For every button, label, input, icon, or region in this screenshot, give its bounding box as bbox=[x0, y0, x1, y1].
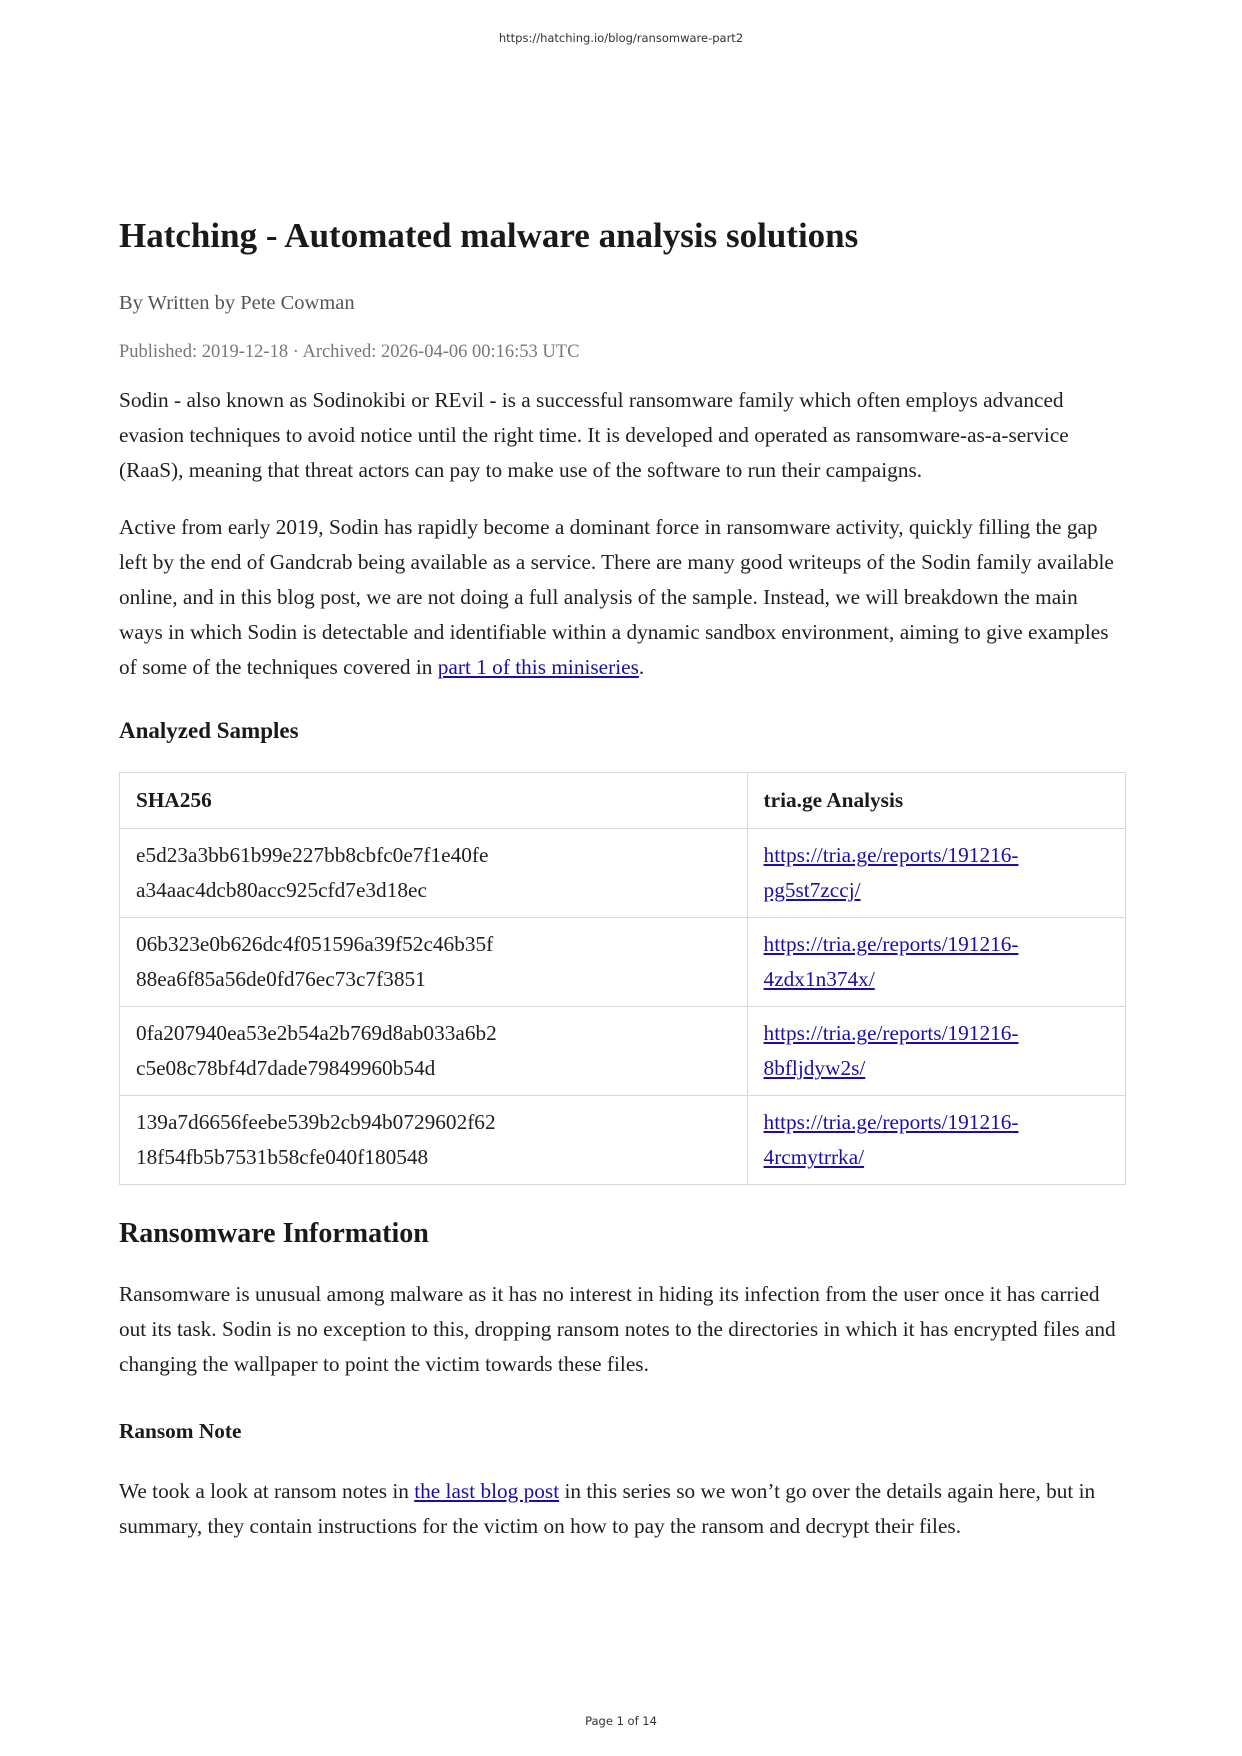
page-number: Page 1 of 14 bbox=[585, 1714, 657, 1728]
samples-table bbox=[119, 772, 1126, 1185]
publish-meta: Published: 2019-12-18 · Archived: 2026-04-06 00:16:53 UTC bbox=[119, 342, 580, 362]
ransom-note-paragraph bbox=[119, 1474, 1125, 1544]
sha256-column-header: SHA256 bbox=[120, 773, 748, 829]
second-paragraph-end: . bbox=[638, 654, 645, 679]
ransom-note-text-before: We took a look at ransom notes in bbox=[119, 1478, 415, 1503]
ransom-note-text-after: in this series so we won’t go over the details again here, but in summary, they contain instructions for the victim on how to pay the ransom and decrypt their files. bbox=[119, 1478, 1096, 1538]
part-1-link[interactable]: part 1 of this miniseries bbox=[437, 654, 639, 679]
table-row bbox=[120, 918, 1126, 1007]
sha256-cell bbox=[120, 918, 748, 1007]
article bbox=[119, 210, 1125, 1543]
table-row bbox=[120, 1007, 1126, 1096]
sha256-hash-part: 06b323e0b626dc4f051596a39f52c46b35f bbox=[136, 932, 494, 957]
ransomware-information-heading: Ransomware Information bbox=[119, 1218, 429, 1250]
ransom-note-heading: Ransom Note bbox=[119, 1418, 242, 1443]
sha256-hash-part: 88ea6f85a56de0fd76ec73c7f3851 bbox=[136, 967, 426, 992]
analyzed-samples-heading: Analyzed Samples bbox=[119, 718, 299, 744]
analysis-cell bbox=[747, 1096, 1125, 1185]
analysis-cell bbox=[747, 1007, 1125, 1096]
sha256-hash-part: a34aac4dcb80acc925cfd7e3d18ec bbox=[136, 878, 427, 903]
sha256-cell bbox=[120, 1096, 748, 1185]
intro-paragraph: Sodin - also known as Sodinokibi or REvil - is a successful ransomware family which often employs advanced evasion techniques to avoid notice until the right time. It is developed and operated as ransomware-as-a-service (RaaS), meaning that threat actors can pay to make use of the software to run their campaigns. bbox=[119, 388, 1069, 482]
analysis-cell bbox=[747, 918, 1125, 1007]
table-header-row bbox=[120, 773, 1126, 829]
analysis-cell bbox=[747, 829, 1125, 918]
analysis-report-link[interactable]: https://tria.ge/reports/191216- 4zdx1n374x/ bbox=[763, 932, 1019, 992]
analysis-report-link[interactable]: https://tria.ge/reports/191216- 8bfljdyw2s/ bbox=[763, 1021, 1019, 1081]
sha256-hash-part: c5e08c78bf4d7dade79849960b54d bbox=[136, 1056, 436, 1081]
sha256-hash-part: 18f54fb5b7531b58cfe040f180548 bbox=[136, 1145, 429, 1170]
page-title: Hatching - Automated malware analysis solutions bbox=[119, 216, 859, 255]
table-row bbox=[120, 829, 1126, 918]
sha256-cell bbox=[120, 1007, 748, 1096]
analysis-column-header: tria.ge Analysis bbox=[747, 773, 1125, 829]
byline: By Written by Pete Cowman bbox=[119, 292, 355, 314]
analysis-report-link[interactable]: https://tria.ge/reports/191216- 4rcmytrrka/ bbox=[763, 1110, 1019, 1170]
sha256-hash-part: 139a7d6656feebe539b2cb94b0729602f62 bbox=[136, 1110, 496, 1135]
last-blog-post-link[interactable]: the last blog post bbox=[414, 1478, 560, 1503]
ransomware-info-paragraph: Ransomware is unusual among malware as it has no interest in hiding its infection from the user once it has carried out its task. Sodin is no exception to this, dropping ransom notes to the directories in which it has encrypted files and changing the wallpaper to point the victim towards these files. bbox=[119, 1282, 1116, 1376]
table-row bbox=[120, 1096, 1126, 1185]
second-paragraph-text: Active from early 2019, Sodin has rapidly become a dominant force in ransomware activity, quickly filling the gap left by the end of Gandcrab being available as a service. There are many good writeups of the Sodin family available online, and in this blog post, we are not doing a full analysis of the sample. Instead, we will breakdown the main ways in which Sodin is detectable and identifiable within a dynamic sandbox environment, aiming to give examples of some of the techniques covered in bbox=[119, 515, 1114, 679]
sha256-hash-part: 0fa207940ea53e2b54a2b769d8ab033a6b2 bbox=[136, 1021, 497, 1046]
page-url: https://hatching.io/blog/ransomware-part2 bbox=[498, 31, 744, 45]
analysis-report-link[interactable]: https://tria.ge/reports/191216- pg5st7zccj/ bbox=[763, 843, 1019, 903]
sha256-hash-part: e5d23a3bb61b99e227bb8cbfc0e7f1e40fe bbox=[136, 843, 489, 868]
sha256-cell bbox=[120, 829, 748, 918]
second-paragraph bbox=[119, 510, 1125, 684]
